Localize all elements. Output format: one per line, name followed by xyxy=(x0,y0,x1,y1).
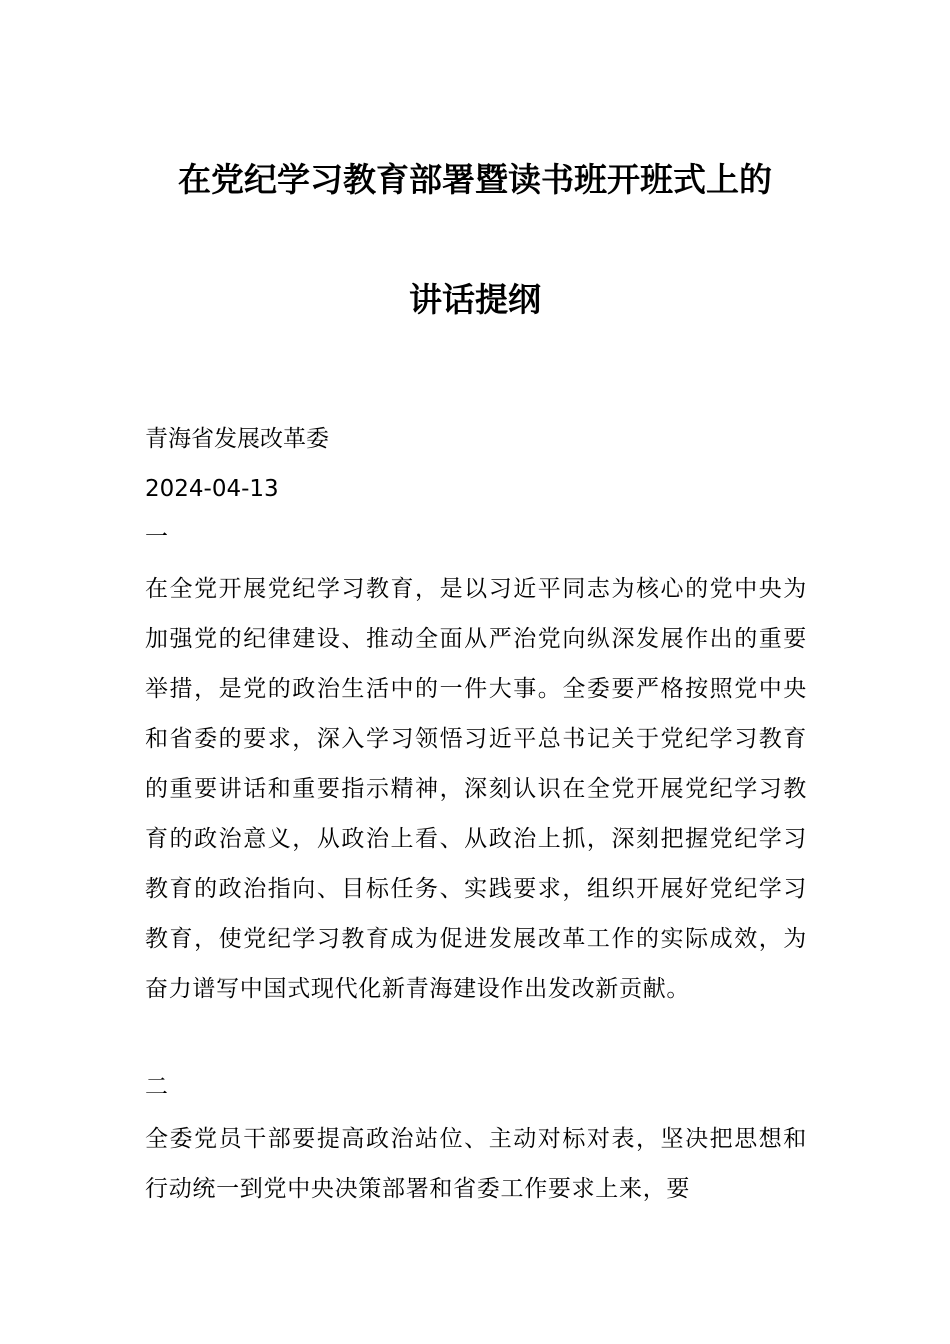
section-paragraph-1: 在全党开展党纪学习教育，是以习近平同志为核心的党中央为加强党的纪律建设、推动全面从严治党向纵深发展作出的重要举措，是党的政治生活中的一件大事。全委要严格按照党中央和省委的要求，深入学习领悟习近平总书记关于党纪学习教育的重要讲话和重要指示精神，深刻认识在全党开展党纪学习教育的政治意义，从政治上看、从政治上抓，深刻把握党纪学习教育的政治指向、目标任务、实践要求，组织开展好党纪学习教育，使党纪学习教育成为促进发展改革工作的实际成效，为奋力谱写中国式现代化新青海建设作出发改新贡献。 xyxy=(145,576,807,1002)
document-title-line-2: 讲话提纲 xyxy=(409,280,541,319)
document-title-line-1: 在党纪学习教育部署暨读书班开班式上的 xyxy=(178,160,772,199)
section-paragraph-2: 全委党员干部要提高政治站位、主动对标对表，坚决把思想和行动统一到党中央决策部署和省委工作要求上来，要 xyxy=(145,1126,807,1202)
publish-date: 2024-04-13 xyxy=(145,476,279,502)
section-marker-1: 一 xyxy=(145,524,168,550)
section-marker-2: 二 xyxy=(145,1074,168,1100)
author-organization: 青海省发展改革委 xyxy=(145,426,329,452)
